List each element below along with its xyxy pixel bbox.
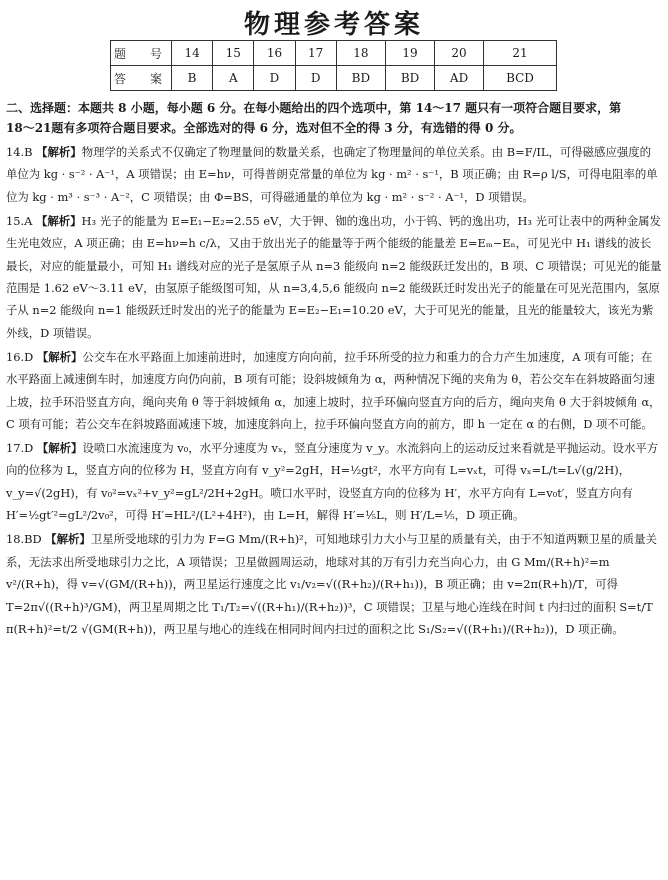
question-number: 19: [385, 41, 434, 66]
solution-14: [6, 141, 662, 208]
question-number: 18: [336, 41, 385, 66]
answer-table: [110, 40, 557, 91]
analysis-tag: 【解析】: [45, 532, 91, 547]
solution-text: 公交车在水平路面上加速前进时，加速度方向向前，拉手环所受的拉力和重力的合力产生加速度，A 项有可能；在水平路面上减速倒车时，加速度方向仍向前，B 项有可能；设斜坡倾角为 α，两种情况下绳的夹角为 θ，若公交车在斜坡路面匀速上坡，拉手环沿竖直方向，绳向夹角 θ 等于斜坡倾角 α，加速上坡时，拉手环偏向竖直方向的后方，绳向夹角 θ 大于斜坡倾角 α，C 项有可能；若公交车在斜坡路面减速下坡，加速度斜向上，拉手环偏向竖直方向的前方，即 h 一定在 α 的右侧，D 项不可能。: [6, 349, 661, 432]
question-number: 21: [483, 41, 556, 66]
answer-table-answer-row: [111, 66, 557, 91]
question-label: 16.D: [6, 349, 34, 364]
analysis-tag: 【解析】: [35, 213, 82, 228]
row-label-answer: 答 案: [111, 66, 172, 91]
solution-text: 设喷口水流速度为 v₀，水平分速度为 vₓ，竖直分速度为 v_y。水流斜向上的运动反过来看就是平抛运动。设水平方向的位移为 L，竖直方向的位移为 H，竖直方向有 v_y²=2gH，H=½gt²，水平方向有 L=vₓt，可得 vₓ=L/t=L√(g/2H)，v_y=√(2gH)，有 v₀²=vₓ²+v_y²=gL²/2H+2gH。喷口水平时，设竖直方向的位移为 H′，水平方向有 L=v₀t′，竖直方向有 H′=½gt′²=gL²/2v₀²，可得 H′=HL²/(L²+4H²)，由 L=H，解得 H′=⅕L，则 H′/L=⅕，D 项正确。: [6, 441, 659, 523]
question-label: 17.D: [6, 441, 34, 456]
analysis-tag: 【解析】: [36, 145, 82, 159]
question-number: 14: [172, 41, 213, 66]
section-heading-line: 二、选择题：本题共 8 小题，每小题 6 分。在每小题给出的四个选项中，第 14～17 题只有一项符合题目要求，第: [6, 101, 622, 115]
solution-text: 物理学的关系式不仅确定了物理量间的数量关系，也确定了物理量间的单位关系。由 B=F/IL，可得磁感应强度的单位为 kg · s⁻² · A⁻¹，A 项错误；由 E=hν，可得普朗克常量的单位为 kg · m² · s⁻¹，B 项正确；由 R=ρ l/S，可得电阻率的单位为 kg · m³ · s⁻³ · A⁻²，C 项错误；由 Φ=BS，可得磁通量的单位为 kg · m² · s⁻² · A⁻¹，D 项错误。: [6, 145, 658, 204]
analysis-tag: 【解析】: [36, 441, 83, 456]
solution-text: H₃ 光子的能量为 E=E₁−E₂=2.55 eV，大于钾、铷的逸出功，小于钨、钙的逸出功，H₃ 光可让表中的两种金属发生光电效应，A 项正确；由 E=hν=h c/λ，又由于放出光子的能量等于两个能级的能量差 E=Eₘ−Eₙ，可见光中 H₁ 谱线的波长最长，对应的能量最小，可知 H₁ 谱线对应的光子是氢原子从 n=3 能级向 n=2 能级跃迁发出的，B 项、C 项错误；可见光的能量范围是 1.62 eV～3.11 eV，由氢原子能级图可知，从 n=3,4,5,6 能级向 n=2 能级跃迁时发出光子的能量在可见光范围内，氢原子从 n=2 能级向 n=1 能级跃迁时发出的光子的能量为 E=E₂−E₁=10.20 eV，大于可见光的能量，且光的能量较大，该光为紫外线，D 项错误。: [6, 213, 662, 340]
solution-16: [6, 346, 662, 436]
answer-table-number-row: [111, 41, 557, 66]
answer-cell: A: [213, 66, 254, 91]
row-label-number: 题 号: [111, 41, 172, 66]
page-title: 物理参考答案: [243, 10, 424, 40]
solutions-body: [6, 141, 662, 642]
section-heading: [6, 98, 662, 138]
answer-cell: BCD: [483, 66, 556, 91]
solution-15: [6, 210, 662, 344]
answer-cell: BD: [336, 66, 385, 91]
answer-cell: D: [295, 66, 336, 91]
answer-cell: D: [254, 66, 295, 91]
solution-18: [6, 528, 662, 640]
question-label: 15.A: [6, 213, 33, 228]
answer-cell: BD: [385, 66, 434, 91]
question-number: 20: [435, 41, 484, 66]
question-number: 16: [254, 41, 295, 66]
question-number: 15: [213, 41, 254, 66]
question-label: 14.B: [6, 145, 33, 159]
question-label: 18.BD: [6, 532, 42, 547]
section-heading-line: 18～21题有多项符合题目要求。全部选对的得 6 分，选对但不全的得 3 分，有选错的得 0 分。: [6, 121, 522, 135]
answer-cell: B: [172, 66, 213, 91]
answer-cell: AD: [435, 66, 484, 91]
question-number: 17: [295, 41, 336, 66]
solution-text: 卫星所受地球的引力为 F=G Mm/(R+h)²，可知地球引力大小与卫星的质量有关，由于不知道两颗卫星的质量关系，无法求出所受地球引力之比，A 项错误；卫星做圆周运动，地球对其的万有引力充当向心力，由 G Mm/(R+h)²=m v²/(R+h)，得 v=√(GM/(R+h))，两卫星运行速度之比 v₁/v₂=√((R+h₂)/(R+h₁))，B 项正确；由 v=2π(R+h)/T，可得 T=2π√((R+h)³/GM)，两卫星周期之比 T₁/T₂=√((R+h₁)/(R+h₂))³，C 项错误；卫星与地心连线在时间 t 内扫过的面积 S=t/T π(R+h)²=t/2 √(GM(R+h))，两卫星与地心的连线在相同时间内扫过的面积之比 S₁/S₂=√((R+h₁)/(R+h₂))，D 项正确。: [6, 532, 657, 636]
analysis-tag: 【解析】: [36, 349, 83, 364]
solution-17: [6, 437, 662, 527]
